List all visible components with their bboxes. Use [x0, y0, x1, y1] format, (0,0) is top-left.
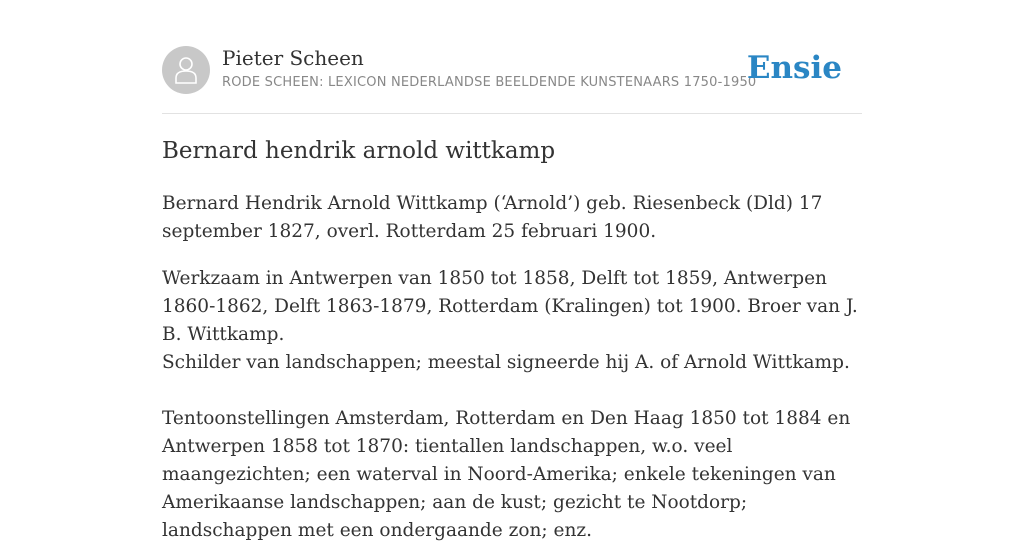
ensie-logo[interactable]: Ensie — [746, 50, 842, 86]
article-title: Bernard hendrik arnold wittkamp — [162, 138, 556, 164]
article-paragraph: Werkzaam in Antwerpen van 1850 tot 1858, Delft tot 1859, Antwerpen 1860-1862, Delft 1863-1879, Rotterdam (Kralingen) tot 1900. Broer van J. B. Wittkamp. — [162, 268, 858, 345]
header-divider — [162, 113, 862, 114]
author-avatar[interactable] — [162, 46, 210, 94]
source-title[interactable]: RODE SCHEEN: LEXICON NEDERLANDSE BEELDENDE KUNSTENAARS 1750-1950 — [222, 75, 757, 90]
article-paragraph: Bernard Hendrik Arnold Wittkamp (‘Arnold’) geb. Riesenbeck (Dld) 17 september 1827, overl. Rotterdam 25 februari 1900. — [162, 193, 823, 242]
article-paragraph: Tentoonstellingen Amsterdam, Rotterdam en Den Haag 1850 tot 1884 en Antwerpen 1858 tot 1870: tientallen landschappen, w.o. veel maangezichten; een waterval in Noord-Amerika; enkele tekeningen van Amerikaanse landschappen; aan de kust; gezicht te Nootdorp; landschappen met een ondergaande zon; enz. — [162, 408, 851, 541]
user-avatar-icon — [174, 56, 198, 84]
author-header — [162, 46, 862, 96]
author-name[interactable]: Pieter Scheen — [222, 46, 364, 70]
article-paragraph: Schilder van landschappen; meestal signeerde hij A. of Arnold Wittkamp. — [162, 352, 850, 373]
